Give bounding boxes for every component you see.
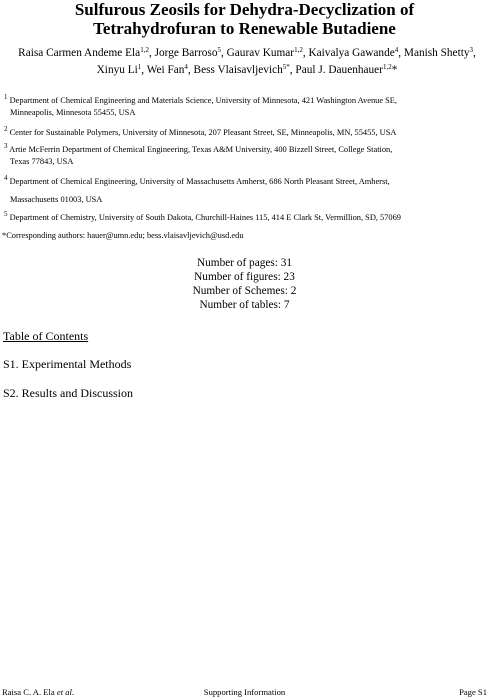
affiliation-3: $^3$ Artie McFerrin Department of Chemical Engineering, Texas A&M University, 400 Bizzell Street, College Station, Texas 77843, USA <box>4 142 393 166</box>
page-count: Number of pages: 31 <box>196 257 293 269</box>
footer-title: Supporting Information <box>203 687 286 697</box>
corresponding-authors: *Corresponding authors: hauer@umn.edu; bess.vlaisavljevich@usd.edu <box>2 231 244 240</box>
author: Wei Fan$^4$, <box>146 63 194 76</box>
toc-item-s1[interactable]: S1. Experimental Methods <box>3 357 132 371</box>
toc-item-s2[interactable]: S2. Results and Discussion <box>3 386 134 400</box>
author: Manish Shetty$^3$, <box>403 46 476 59</box>
footer-page-number: Page S1 <box>459 687 487 697</box>
author: Paul J. Dauenhauer$^{1,2}$* <box>295 63 398 76</box>
scheme-count: Number of Schemes: 2 <box>192 285 297 297</box>
affiliation-1: $^1$ Department of Chemical Engineering and Materials Science, University of Minnesota, 421 Washington Avenue SE, Minneapolis, Minnesota 55455, USA <box>4 93 398 117</box>
author-list <box>8 45 486 79</box>
title-line-2: Tetrahydrofuran to Renewable Butadiene <box>93 19 396 38</box>
figure-count: Number of figures: 23 <box>194 271 295 283</box>
document-counts <box>0 256 489 312</box>
footer-author: Raisa C. A. Ela et al. <box>2 687 75 697</box>
author: Raisa Carmen Andeme Ela$^{1,2}$, <box>18 46 155 59</box>
affiliation-4: $^4$ Department of Chemical Engineering, University of Massachusetts Amherst, 686 North Pleasant Street, Amherst, Massachusetts 01003, USA <box>4 174 390 204</box>
author: Xinyu Li$^1$, <box>96 63 147 76</box>
affiliation-2: $^2$ Center for Sustainable Polymers, University of Minnesota, 207 Pleasant Street, SE, Minneapolis, MN, 55455, USA <box>4 125 397 137</box>
author: Kaivalya Gawande$^4$, <box>308 46 404 59</box>
affiliation-5: $^5$ Department of Chemistry, University of South Dakota, Churchill-Haines 115, 414 E Clark St, Vermillion, SD, 57069 <box>4 210 401 222</box>
author: Bess Vlaisavljevich$^{5*}$, <box>193 63 296 76</box>
toc-heading: Table of Contents <box>3 329 89 343</box>
author: Gaurav Kumar$^{1,2}$, <box>226 46 309 59</box>
author: Jorge Barroso$^5$, <box>154 46 227 59</box>
paper-title <box>0 0 489 38</box>
title-line-1: Sulfurous Zeosils for Dehydra-Decyclization of <box>74 0 415 19</box>
table-count: Number of tables: 7 <box>199 299 290 311</box>
